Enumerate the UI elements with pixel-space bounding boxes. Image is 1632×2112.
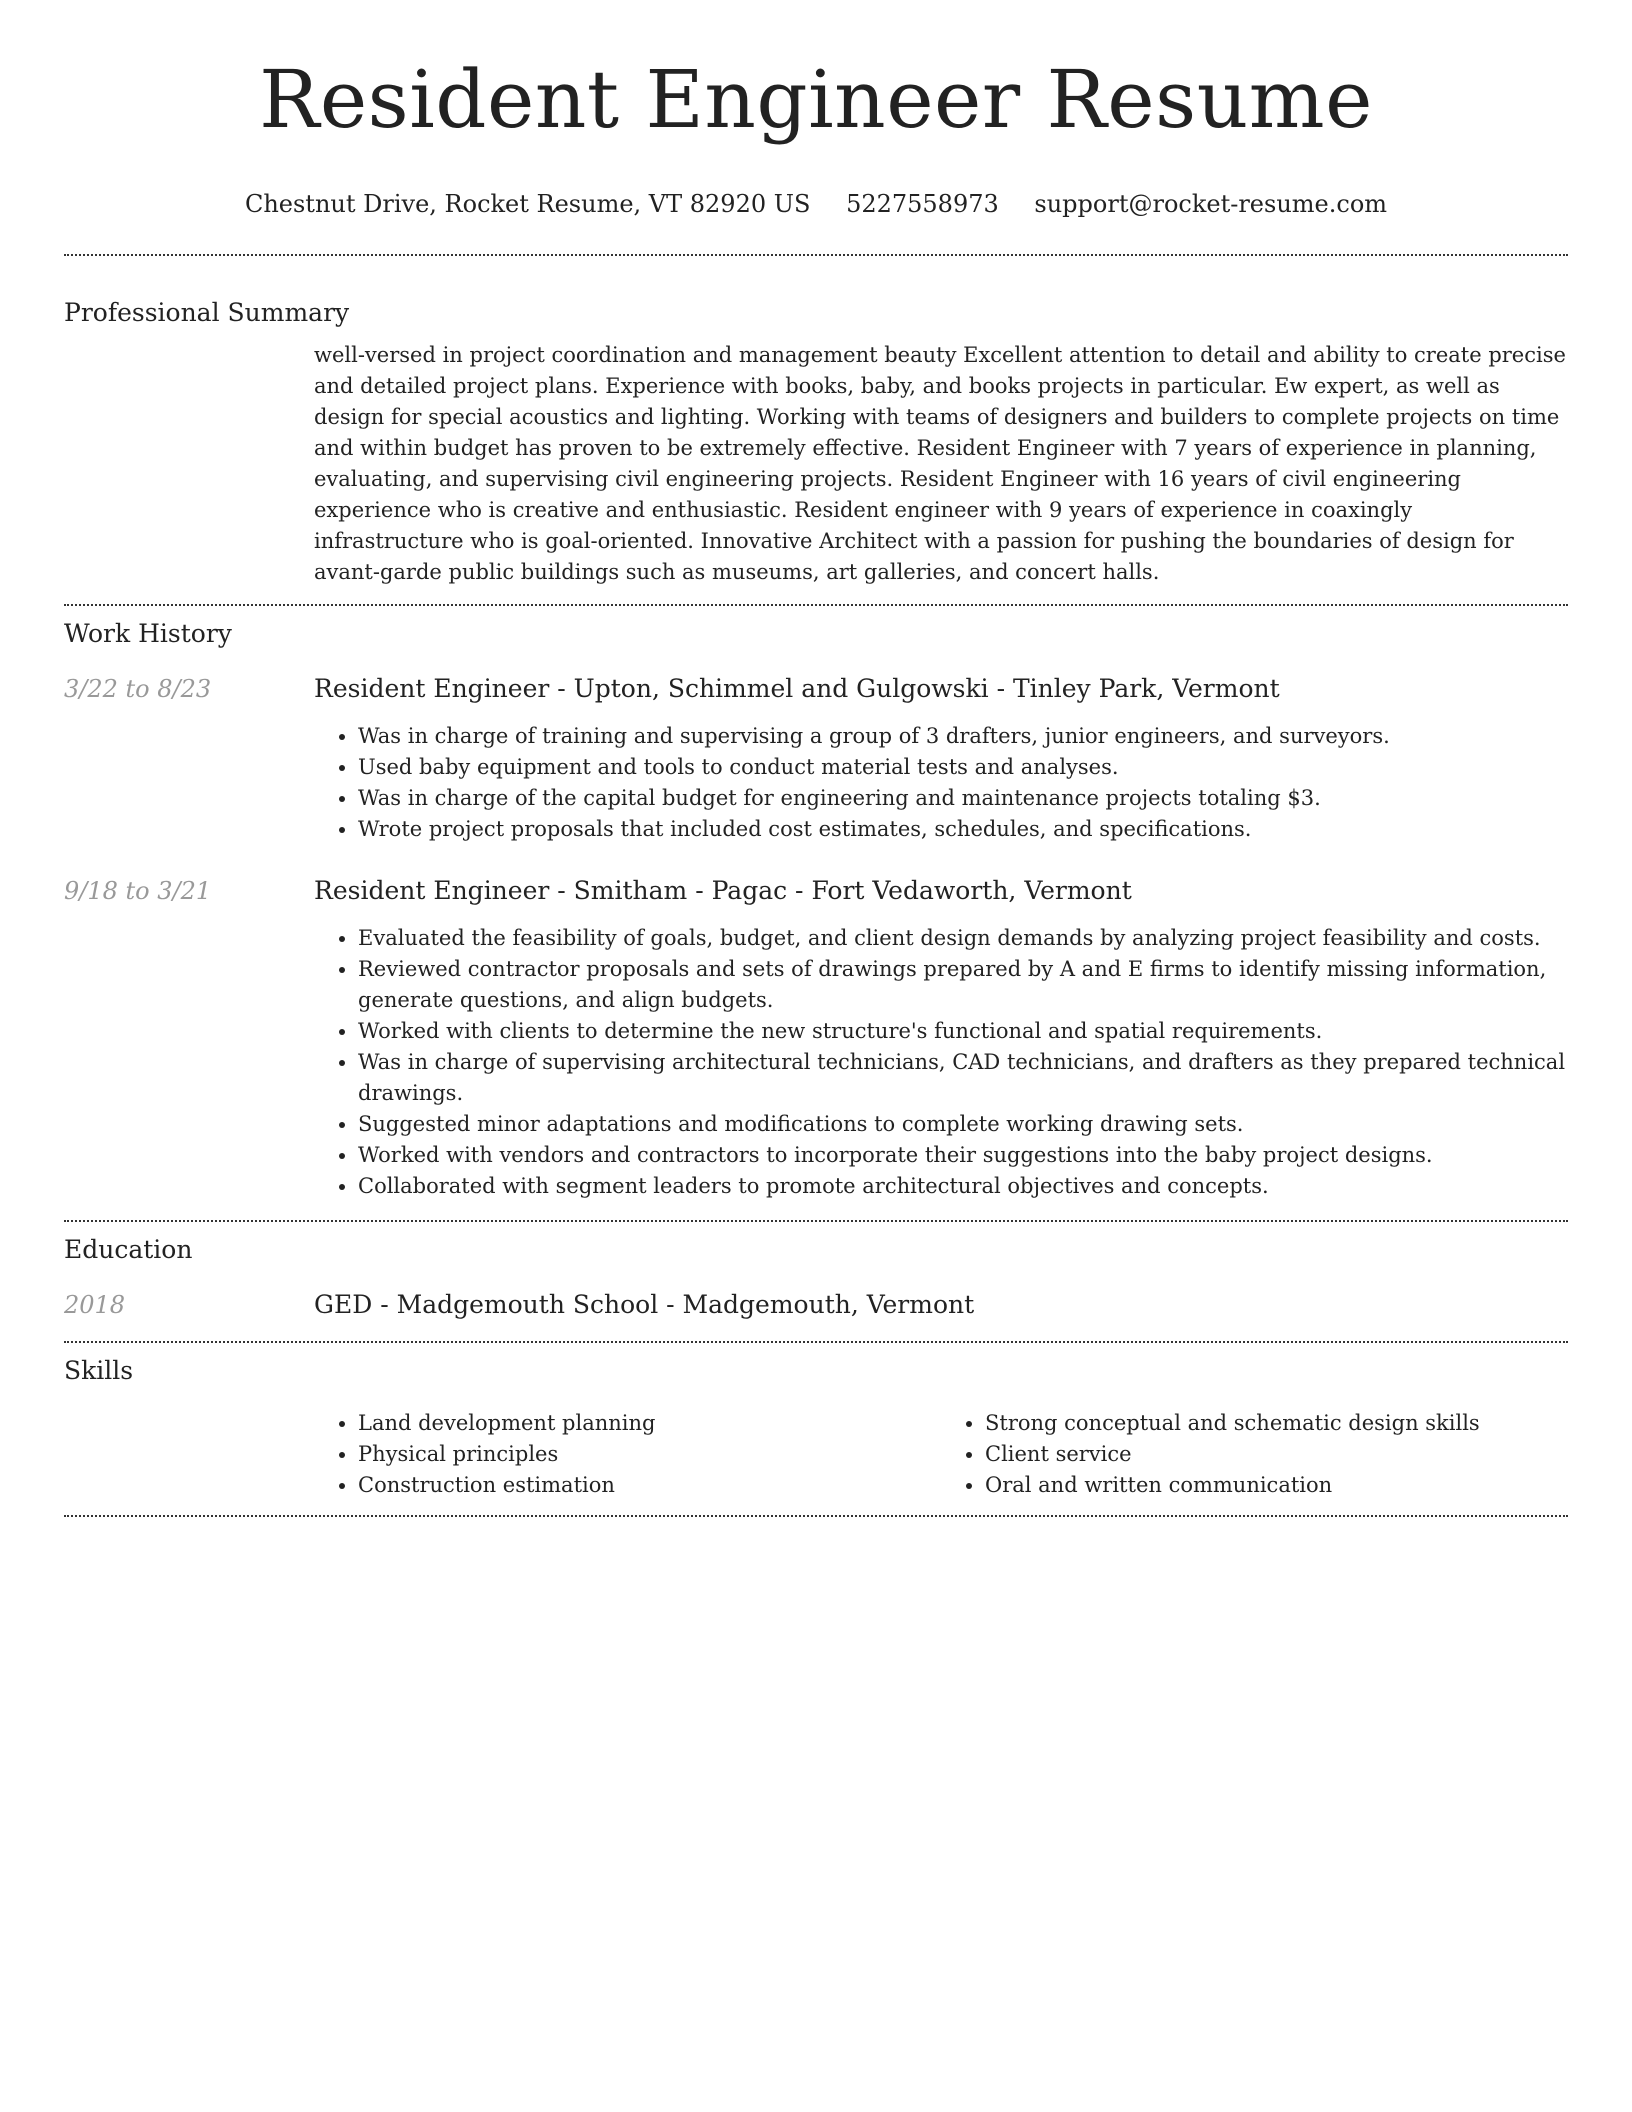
list-item: • Evaluated the feasibility of goals, budget, and client design demands by analyzing project feasibility and costs. xyxy=(358,923,1568,954)
list-item: • Worked with clients to determine the new structure's functional and spatial requirements. xyxy=(358,1016,1568,1047)
job-dates: 9/18 to 3/21 xyxy=(64,877,212,905)
list-item: • Suggested minor adaptations and modifications to complete working drawing sets. xyxy=(358,1109,1568,1140)
job-entry xyxy=(64,673,1568,845)
skill-item: • Client service xyxy=(985,1439,1568,1470)
job-title: Resident Engineer - Smitham - Pagac - Fort Vedaworth, Vermont xyxy=(314,876,1132,905)
work-heading: Work History xyxy=(64,619,232,648)
contact-address: Chestnut Drive, Rocket Resume, VT 82920 US xyxy=(244,190,811,218)
job-bullets xyxy=(314,721,1568,845)
job-title: Resident Engineer - Upton, Schimmel and Gulgowski - Tinley Park, Vermont xyxy=(314,674,1280,703)
skill-item: • Oral and written communication xyxy=(985,1470,1568,1501)
summary-text: well-versed in project coordination and management beauty Excellent attention to detail and ability to create precise and detailed project plans. Experience with books, baby, and books projects in particular. Ew expert, as well as design for special acoustics and lighting. Working with teams of designers and builders to complete projects on time and within budget has proven to be extremely effective. Resident Engineer with 7 years of experience in planning, evaluating, and supervising civil engineering projects. Resident Engineer with 16 years of civil engineering experience who is creative and enthusiastic. Resident engineer with 9 years of experience in coaxingly infrastructure who is goal-oriented. Innovative Architect with a passion for pushing the boundaries of design for avant-garde public buildings such as museums, art galleries, and concert halls. xyxy=(314,343,1566,584)
skills-heading: Skills xyxy=(64,1356,134,1385)
list-item: • Worked with vendors and contractors to incorporate their suggestions into the baby project designs. xyxy=(358,1140,1568,1171)
skills-list-right xyxy=(941,1408,1568,1501)
list-item: • Collaborated with segment leaders to promote architectural objectives and concepts. xyxy=(358,1171,1568,1202)
summary-section xyxy=(64,256,1568,588)
education-entry xyxy=(64,1289,1568,1321)
job-entry xyxy=(64,875,1568,1202)
skill-item: • Construction estimation xyxy=(358,1470,941,1501)
contact-email[interactable]: support@rocket-resume.com xyxy=(1034,190,1388,218)
job-bullets xyxy=(314,923,1568,1202)
skill-item: • Land development planning xyxy=(358,1408,941,1439)
work-section xyxy=(64,606,1568,1202)
education-text: GED - Madgemouth School - Madgemouth, Vermont xyxy=(314,1290,975,1319)
list-item: • Was in charge of supervising architectural technicians, CAD technicians, and drafters as they prepared technical drawings. xyxy=(358,1047,1568,1109)
education-section xyxy=(64,1222,1568,1321)
list-item: • Was in charge of training and supervising a group of 3 drafters, junior engineers, and surveyors. xyxy=(358,721,1568,752)
resume-page xyxy=(64,0,1568,1517)
education-heading: Education xyxy=(64,1235,193,1264)
list-item: • Wrote project proposals that included cost estimates, schedules, and specifications. xyxy=(358,814,1568,845)
divider xyxy=(64,1515,1568,1517)
contact-phone: 5227558973 xyxy=(846,190,999,218)
summary-heading: Professional Summary xyxy=(64,298,350,327)
list-item: • Used baby equipment and tools to conduct material tests and analyses. xyxy=(358,752,1568,783)
skills-section xyxy=(64,1343,1568,1501)
list-item: • Reviewed contractor proposals and sets of drawings prepared by A and E firms to identify missing information, generate questions, and align budgets. xyxy=(358,954,1568,1016)
job-dates: 3/22 to 8/23 xyxy=(64,675,212,703)
skill-item: • Strong conceptual and schematic design skills xyxy=(985,1408,1568,1439)
skill-item: • Physical principles xyxy=(358,1439,941,1470)
contact-line xyxy=(64,188,1568,220)
resume-title: Resident Engineer Resume xyxy=(259,53,1373,146)
skills-list-left xyxy=(314,1408,941,1501)
resume-header xyxy=(64,0,1568,220)
list-item: • Was in charge of the capital budget for engineering and maintenance projects totaling $3. xyxy=(358,783,1568,814)
education-year: 2018 xyxy=(64,1291,126,1319)
